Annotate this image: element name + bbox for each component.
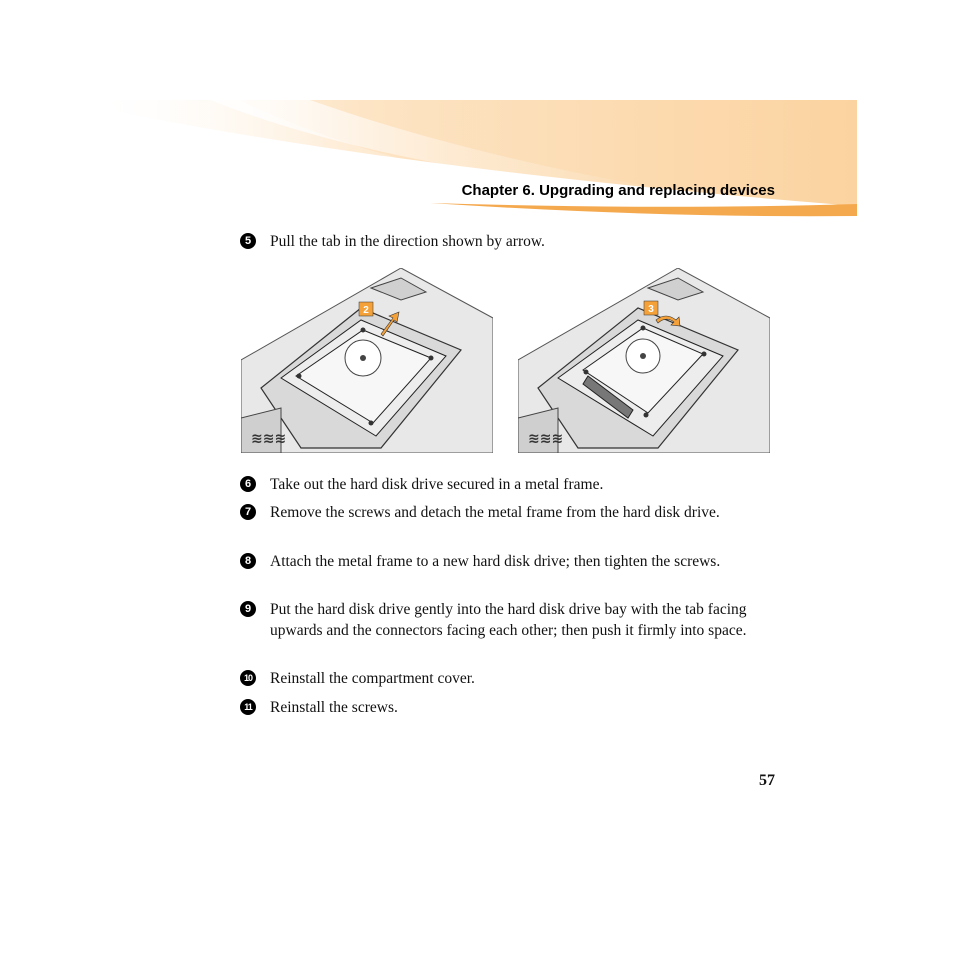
svg-text:≋≋≋: ≋≋≋ [251,431,287,447]
step-10 [240,668,780,689]
callout-3: 3 [648,304,654,315]
step-5 [240,231,780,252]
step-text: Pull the tab in the direction shown by arrow. [270,233,545,250]
step-7 [240,502,780,523]
step-number: 6 [240,476,256,492]
step-number: 5 [240,233,256,249]
step-number: 7 [240,504,256,520]
step-6 [240,474,780,495]
callout-2: 2 [363,305,369,316]
svg-text:≋≋≋: ≋≋≋ [528,431,564,447]
step-11 [240,697,780,718]
step-number: 11 [240,699,256,715]
page-number: 57 [759,772,775,789]
step-number: 8 [240,553,256,569]
step-text: Take out the hard disk drive secured in a metal frame. [270,476,604,493]
illustration-lift-tab [518,268,770,453]
step-text: Put the hard disk drive gently into the hard disk drive bay with the tab facing upwards and the connectors facing each other; then push it firmly into space. [270,601,747,639]
step-text: Reinstall the screws. [270,699,398,716]
step-number: 10 [240,670,256,686]
chapter-banner [100,100,857,217]
step-number: 9 [240,601,256,617]
step-8 [240,551,780,572]
step-9 [240,599,780,641]
chapter-title: Chapter 6. Upgrading and replacing devices [461,182,775,199]
illustration-pull-tab [241,268,493,453]
step-text: Reinstall the compartment cover. [270,670,475,687]
step-text: Remove the screws and detach the metal frame from the hard disk drive. [270,504,720,521]
step-text: Attach the metal frame to a new hard disk drive; then tighten the screws. [270,553,721,570]
